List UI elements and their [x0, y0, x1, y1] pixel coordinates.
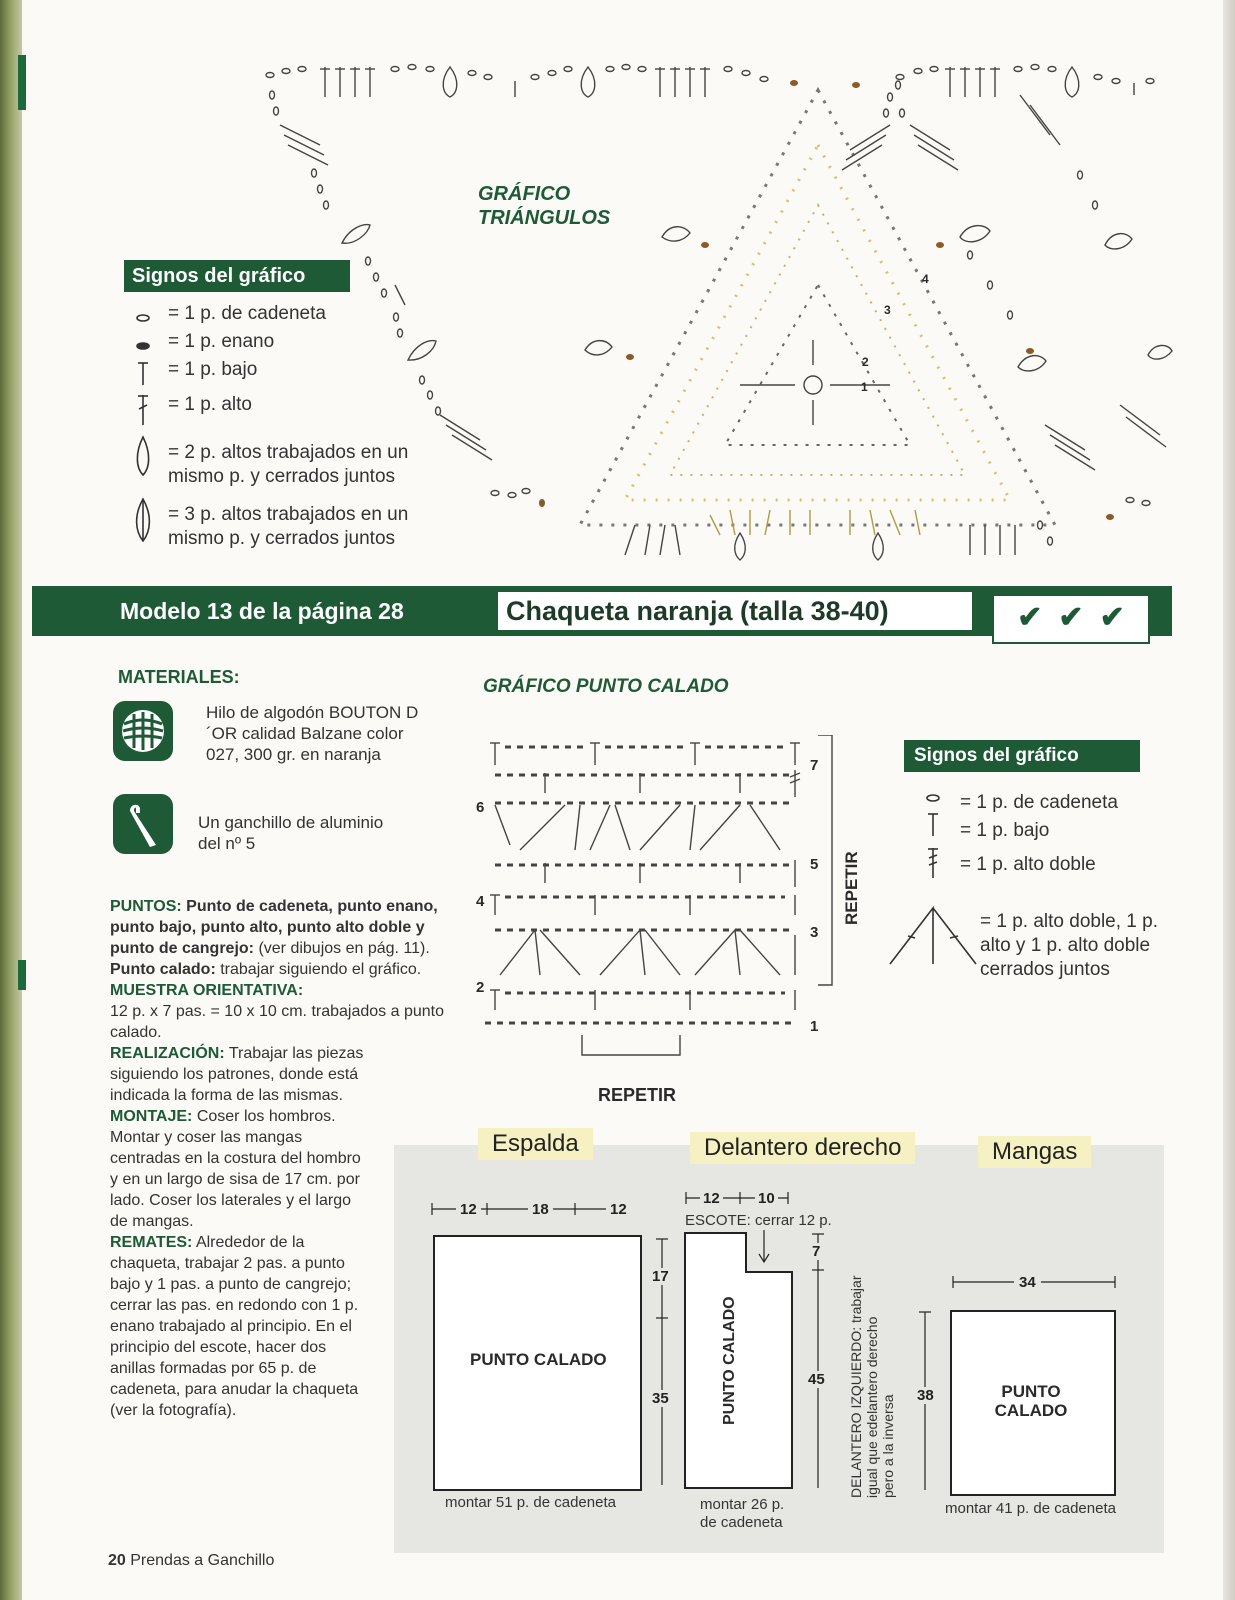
sign-label: = 3 p. altos trabajados en un mismo p. y cerrados juntos: [168, 504, 409, 549]
page-footer: [108, 1552, 274, 1570]
check-icon: ✔: [1058, 601, 1084, 634]
mangas-label: Mangas: [978, 1136, 1091, 1168]
yarn-ball-icon: [112, 700, 174, 762]
yarn-description: Hilo de algodón BOUTON D´OR calidad Balzane color 027, 300 gr. en naranja: [206, 703, 419, 764]
remates-label: REMATES:: [110, 1234, 193, 1251]
repeat-horizontal-label: REPETIR: [598, 1085, 677, 1105]
treble-crochet-icon: [928, 848, 938, 878]
hook-description: Un ganchillo de aluminio del nº 5: [198, 813, 384, 853]
calado-text: trabajar siguiendo el gráfico.: [220, 961, 422, 978]
mangas-stitch-label: [950, 1382, 1112, 1420]
dim-label: 10: [755, 1190, 778, 1207]
delantero-stitch-label: PUNTO CALADO: [721, 1296, 738, 1425]
dim-label: 7: [812, 1243, 821, 1260]
lace-chart-title: GRÁFICO PUNTO CALADO: [483, 676, 729, 697]
right-outer-chain: [585, 81, 1172, 545]
book-spine: [0, 0, 22, 1600]
row-number: 3: [810, 924, 819, 941]
round-number: 4: [922, 272, 929, 286]
delantero-cast-on: montar 26 p.: [700, 1496, 785, 1513]
sign-label: = 1 p. alto doble: [960, 854, 1096, 875]
sign-label: = 1 p. de cadeneta: [168, 303, 326, 324]
chain-stitch-icon: [927, 795, 939, 801]
pattern-title: Chaqueta naranja (talla 38-40): [496, 590, 974, 632]
delantero-piece: [684, 1232, 794, 1490]
sign-label: = 1 p. alto: [168, 394, 252, 415]
montaje-label: MONTAJE:: [110, 1108, 193, 1125]
mangas-stitch-line: CALADO: [994, 1401, 1068, 1420]
sign-label: = 1 p. bajo: [960, 820, 1050, 841]
note-line: DELANTERO IZQUIERDO: trabajar: [848, 1275, 864, 1498]
difficulty-rating: [992, 594, 1150, 644]
signs-heading: Signos del gráfico: [124, 260, 350, 292]
sign-label: = 1 p. bajo: [168, 359, 258, 380]
muestra-text: 12 p. x 7 pas. = 10 x 10 cm. trabajados a punto calado.: [110, 1003, 444, 1041]
spine-tab: [18, 55, 26, 110]
lace-chart-diagram: [480, 735, 860, 1065]
delantero-cast-on: de cadeneta: [700, 1514, 783, 1531]
row-number: 2: [476, 979, 485, 996]
puntos-label: PUNTOS:: [110, 898, 182, 915]
puntos-paragraph: [110, 896, 448, 980]
dim-label: 18: [528, 1201, 553, 1218]
realizacion-label: REALIZACIÓN:: [110, 1045, 225, 1062]
realizacion-text: Trabajar las piezas siguiendo los patrones, donde está indicada la forma de las mismas.: [110, 1045, 364, 1104]
fan-cluster-icon: [890, 908, 976, 964]
top-chain-row: [266, 65, 1154, 98]
row-number: 5: [810, 856, 819, 873]
repeat-vertical-label: REPETIR: [842, 851, 861, 925]
realizacion-paragraph: [110, 1043, 390, 1106]
sign-label: = 1 p. alto doble, 1 p. alto y 1 p. alto doble cerrados juntos: [980, 911, 1158, 980]
row-number: 6: [476, 799, 485, 816]
delantero-izquierdo-note: [848, 1238, 896, 1498]
triangle-inner-rounds: [580, 90, 1055, 560]
chain-stitch-icon: [137, 315, 149, 321]
montaje-paragraph: [110, 1106, 365, 1232]
montaje-text: Coser los hombros. Montar y coser las mangas centradas en la costura del hombro y en un largo de sisa de 17 cm. por lado. Coser los laterales y el largo de mangas.: [110, 1108, 361, 1230]
magazine-name: Prendas a Ganchillo: [130, 1552, 275, 1569]
round-number: 1: [861, 380, 868, 394]
note-line: igual que edelantero derecho: [864, 1316, 880, 1498]
spine-tab: [18, 960, 26, 990]
row-number: 7: [810, 757, 819, 774]
double-crochet-icon: [138, 395, 148, 425]
espalda-cast-on: montar 51 p. de cadeneta: [445, 1494, 616, 1511]
note-line: pero a la inversa: [880, 1394, 896, 1498]
sign-label: = 1 p. de cadeneta: [960, 792, 1118, 813]
round-number: 3: [884, 303, 891, 317]
triangle-chart-title: GRÁFICO TRIÁNGULOS: [478, 183, 611, 229]
dim-label: 35: [652, 1390, 669, 1407]
crochet-hook-icon: [112, 793, 174, 855]
row-number: 4: [476, 893, 485, 910]
round-number: 2: [862, 355, 869, 369]
dim-label: 34: [1014, 1274, 1041, 1291]
dim-label: 38: [917, 1387, 934, 1404]
puntos-note: (ver dibujos en pág. 11).: [258, 940, 430, 957]
espalda-label: Espalda: [478, 1128, 593, 1160]
three-dc-cluster-icon: [137, 499, 150, 541]
dim-label: 12: [700, 1190, 723, 1207]
dim-label: 17: [652, 1268, 669, 1285]
dim-label: 45: [808, 1371, 825, 1388]
puntos-list: Punto de cadeneta, punto enano, punto bajo, punto alto, punto alto doble y punto de cangrejo:: [110, 898, 438, 957]
delantero-label: Delantero derecho: [690, 1132, 915, 1164]
single-crochet-icon: [928, 814, 938, 836]
espalda-stitch-label: PUNTO CALADO: [470, 1350, 607, 1369]
remates-text: Alrededor de la chaqueta, trabajar 2 pas. a punto bajo y 1 pas. a punto de cangrejo; cerrar las pas. en redondo con 1 p. enano trabajado al principio. En el principio del escote, hacer dos anillas formadas por 65 p. de cadeneta, para anudar la chaqueta (ver la fotografía).: [110, 1234, 359, 1419]
dim-label: 12: [456, 1201, 481, 1218]
mangas-cast-on: montar 41 p. de cadeneta: [945, 1500, 1116, 1517]
remates-paragraph: [110, 1232, 365, 1421]
check-icon: ✔: [1017, 601, 1043, 634]
model-reference: Modelo 13 de la página 28: [120, 598, 404, 624]
mangas-stitch-line: PUNTO: [1001, 1382, 1061, 1401]
calado-label: Punto calado:: [110, 961, 216, 978]
signs-icons-column: [128, 303, 158, 558]
single-crochet-icon: [138, 363, 148, 385]
slip-stitch-icon: [137, 343, 149, 349]
left-outer-chain: [270, 91, 531, 498]
dim-label: 12: [606, 1201, 631, 1218]
signs-heading-right: Signos del gráfico: [904, 740, 1140, 772]
materials-heading: MATERIALES:: [118, 667, 240, 687]
sign-label: = 2 p. altos trabajados en un mismo p. y cerrados juntos: [168, 442, 409, 487]
sign-label: = 1 p. enano: [168, 331, 275, 352]
check-icon: ✔: [1099, 601, 1125, 634]
row-number: 1: [810, 1018, 819, 1035]
page-edge: [1223, 0, 1235, 1600]
escote-note: ESCOTE: cerrar 12 p.: [685, 1212, 832, 1229]
page-number: 20: [108, 1552, 126, 1569]
muestra-label: MUESTRA ORIENTATIVA:: [110, 982, 304, 999]
two-dc-cluster-icon: [137, 437, 148, 475]
